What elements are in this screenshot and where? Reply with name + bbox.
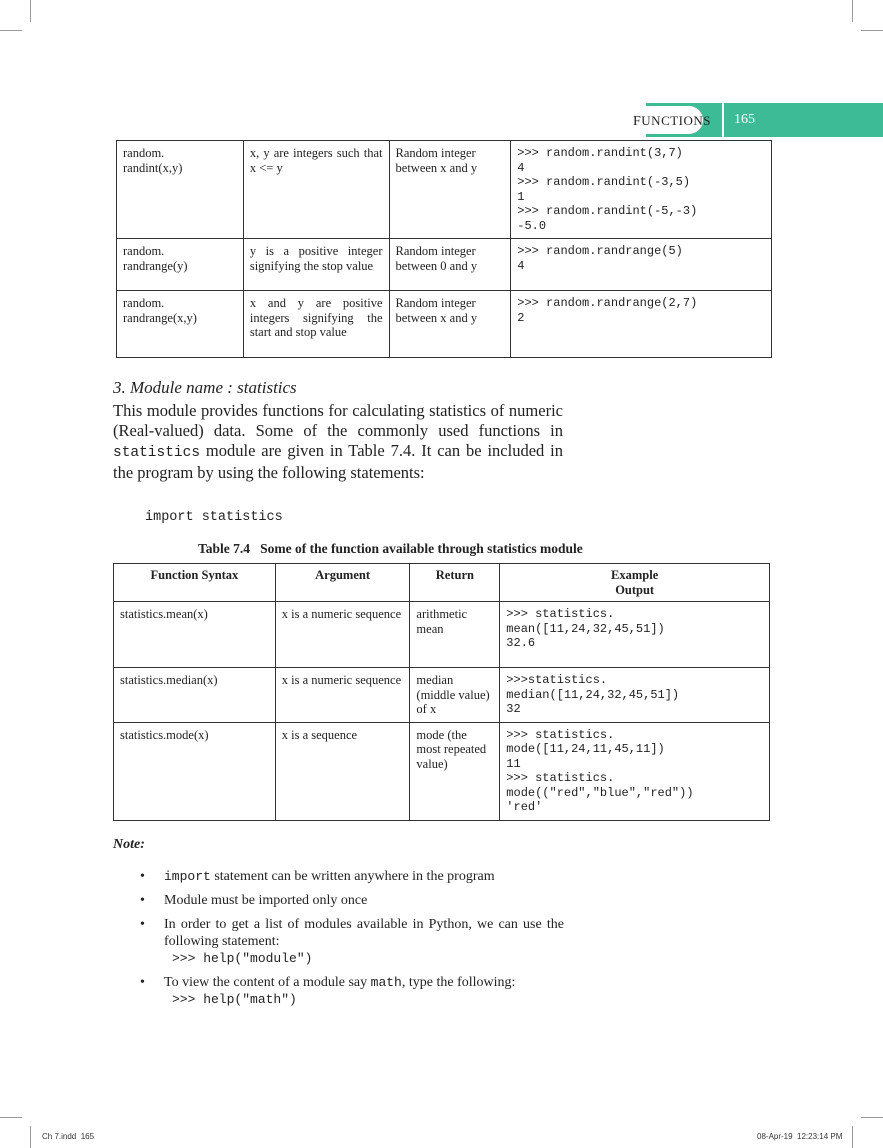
import-statement: import statistics	[145, 510, 283, 525]
footer-timestamp: 08-Apr-19 12:23:14 PM	[757, 1132, 843, 1141]
crop-mark	[0, 30, 22, 31]
return-cell: Random integer between 0 and y	[389, 239, 511, 291]
return-cell: Random integer between x and y	[389, 291, 511, 358]
argument-cell: y is a positive integer signifying the stop value	[243, 239, 389, 291]
code-line: >>> help("module")	[172, 951, 313, 966]
footer-file-label: Ch 7.indd 165	[42, 1132, 95, 1141]
table-row	[117, 291, 772, 358]
table-row	[117, 141, 772, 239]
crop-mark	[861, 1117, 883, 1118]
code-line: >>> help("math")	[172, 992, 297, 1007]
bullet-icon: •	[140, 869, 145, 884]
example-cell: >>> statistics. mode([11,24,11,45,11]) 11 >>> statistics. mode(("red","blue","red")) 'red'	[500, 722, 770, 820]
syntax-cell: statistics.mode(x)	[114, 722, 276, 820]
table-row	[114, 668, 770, 723]
column-header: Function Syntax	[114, 564, 276, 602]
syntax-cell: random. randrange(x,y)	[117, 291, 244, 358]
crop-mark	[852, 0, 853, 22]
table-header-row	[114, 564, 770, 602]
return-cell: arithmetic mean	[410, 602, 500, 668]
crop-mark	[861, 30, 883, 31]
example-cell: >>> random.randrange(5) 4	[511, 239, 772, 291]
list-item: • In order to get a list of modules available in Python, we can use the following statement: >>> help("module")	[140, 917, 564, 966]
return-cell: Random integer between x and y	[389, 141, 511, 239]
argument-cell: x is a sequence	[275, 722, 410, 820]
column-header: Example Output	[500, 564, 770, 602]
table-row	[117, 239, 772, 291]
column-header: Return	[410, 564, 500, 602]
return-cell: mode (the most repeated value)	[410, 722, 500, 820]
random-functions-table	[116, 140, 772, 358]
crop-mark	[30, 1126, 31, 1148]
bullet-icon: •	[140, 975, 145, 990]
table-row	[114, 722, 770, 820]
syntax-cell: random. randrange(y)	[117, 239, 244, 291]
header-divider	[722, 103, 724, 137]
argument-cell: x and y are positive integers signifying the start and stop value	[243, 291, 389, 358]
section-title: 3. Module name : statistics	[113, 378, 297, 397]
bullet-icon: •	[140, 893, 145, 908]
example-cell: >>> statistics. mean([11,24,32,45,51]) 32.6	[500, 602, 770, 668]
example-cell: >>>statistics. median([11,24,32,45,51]) 32	[500, 668, 770, 723]
note-title: Note:	[113, 837, 145, 852]
argument-cell: x is a numeric sequence	[275, 602, 410, 668]
example-cell: >>> random.randint(3,7) 4 >>> random.randint(-3,5) 1 >>> random.randint(-5,-3) -5.0	[511, 141, 772, 239]
list-item: • To view the content of a module say math, type the following: >>> help("math")	[140, 974, 564, 1008]
return-cell: median (middle value) of x	[410, 668, 500, 723]
syntax-cell: statistics.mean(x)	[114, 602, 276, 668]
statistics-functions-table	[113, 563, 770, 821]
note-list	[140, 868, 564, 1015]
bullet-icon: •	[140, 917, 145, 932]
list-item: • Module must be imported only once	[140, 893, 368, 908]
page-number: 165	[734, 112, 755, 127]
syntax-cell: random. randint(x,y)	[117, 141, 244, 239]
argument-cell: x is a numeric sequence	[275, 668, 410, 723]
table-row	[114, 602, 770, 668]
crop-mark	[30, 0, 31, 22]
example-cell: >>> random.randrange(2,7) 2	[511, 291, 772, 358]
argument-cell: x, y are integers such that x <= y	[243, 141, 389, 239]
crop-mark	[852, 1126, 853, 1148]
list-item: • import statement can be written anywhere in the program	[140, 869, 495, 884]
section-paragraph: This module provides functions for calculating statistics of numeric (Real-valued) data. Some of the commonly used functions in statistics module are given in Table 7.4. It can be included in the program by using the following statements:	[113, 401, 563, 482]
crop-mark	[0, 1117, 22, 1118]
column-header: Argument	[275, 564, 410, 602]
chapter-title: FUNCTIONS	[633, 113, 712, 129]
table-caption: Table 7.4 Some of the function available through statistics module	[198, 541, 583, 556]
syntax-cell: statistics.median(x)	[114, 668, 276, 723]
